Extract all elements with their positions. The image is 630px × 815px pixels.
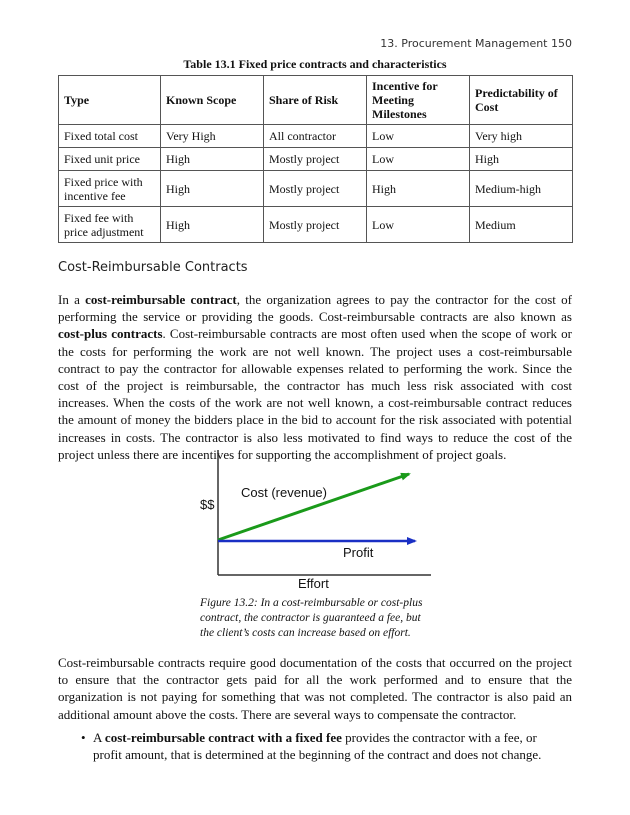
table-cell: Medium-high <box>470 171 573 207</box>
table-cell: Medium <box>470 207 573 243</box>
table-cell: Low <box>367 148 470 171</box>
bold-term: cost-plus contracts <box>58 326 163 342</box>
cost-line <box>218 474 409 540</box>
column-header: Share of Risk <box>264 76 367 125</box>
running-head: 13. Procurement Management 150 <box>380 37 572 50</box>
profit-label: Profit <box>343 545 374 560</box>
cost-reimbursable-figure <box>195 445 445 600</box>
body-paragraph: Cost-reimbursable contracts require good documentation of the costs that occurred on the project to ensure that the contractor gets paid for all the work performed and to ensure that the organization is not paying for something that was not completed. The contractor is also paid an additional amount above the costs. There are several ways to compensate the contractor. <box>58 655 572 722</box>
table-cell: Mostly project <box>264 171 367 207</box>
x-axis-label: Effort <box>298 576 329 591</box>
body-paragraph <box>58 291 572 463</box>
paragraph-text: . Cost-reimbursable contracts are most often used when the scope of work or the costs for performing the work are not well known. The project uses a cost-reimbursable contract to pay the contractor for allowable expenses related to performing the work. Since the cost of the project is reimbursable, the contractor has much less risk associated with cost increases. When the costs of the work are not well known, a cost-reimbursable contract reduces the amount of money the bidders place in the bid to account for the risk associated with potential increases in costs. The contractor is also less motivated to find ways to reduce the cost of the project unless there are incentives for supporting the accomplishment of project goals. <box>58 326 572 462</box>
table-row <box>59 125 573 148</box>
table-cell: All contractor <box>264 125 367 148</box>
table-cell: Fixed unit price <box>59 148 161 171</box>
list-item <box>81 729 563 763</box>
table-row <box>59 207 573 243</box>
table-cell: Fixed fee with price adjustment <box>59 207 161 243</box>
column-header: Type <box>59 76 161 125</box>
section-heading: Cost-Reimbursable Contracts <box>58 260 248 275</box>
table-caption: Table 13.1 Fixed price contracts and characteristics <box>183 57 447 71</box>
table-header-row <box>59 76 573 125</box>
list-text: provides the contractor with a fee, or profit amount, that is determined at the beginning of the contract and does not change. <box>93 730 542 762</box>
table-cell: High <box>161 171 264 207</box>
cost-profit-diagram <box>195 445 445 600</box>
column-header: Incentive for Meeting Milestones <box>367 76 470 125</box>
column-header: Known Scope <box>161 76 264 125</box>
table-cell: Low <box>367 207 470 243</box>
list-text: A <box>93 730 105 745</box>
table-cell: Low <box>367 125 470 148</box>
table-cell: Fixed price with incentive fee <box>59 171 161 207</box>
cost-label: Cost (revenue) <box>241 485 327 500</box>
column-header: Predictability of Cost <box>470 76 573 125</box>
y-axis-label: $$ <box>200 497 215 512</box>
table-cell: Mostly project <box>264 207 367 243</box>
table-row <box>59 171 573 207</box>
bold-term: cost-reimbursable contract <box>85 292 237 307</box>
table-cell: High <box>161 207 264 243</box>
table-cell: High <box>161 148 264 171</box>
table-cell: Fixed total cost <box>59 125 161 148</box>
table-cell: Very High <box>161 125 264 148</box>
table-cell: Mostly project <box>264 148 367 171</box>
table-cell: High <box>367 171 470 207</box>
paragraph-text: In a <box>58 292 86 307</box>
table-cell: High <box>470 148 573 171</box>
table-cell: Very high <box>470 125 573 148</box>
bold-term: cost-reimbursable contract with a fixed fee <box>104 730 342 745</box>
fixed-price-table <box>58 75 573 243</box>
paragraph-text: , the organization agrees to pay the contractor for the cost of performing the service or providing the goods. Cost-reimbursable contracts are also known as <box>58 292 572 325</box>
figure-caption: Figure 13.2: In a cost-reimbursable or cost-plus contract, the contractor is guaranteed a fee, but the client’s costs can increase based on effort. <box>200 597 423 639</box>
table-row <box>59 148 573 171</box>
bullet-marker: • <box>81 730 86 745</box>
